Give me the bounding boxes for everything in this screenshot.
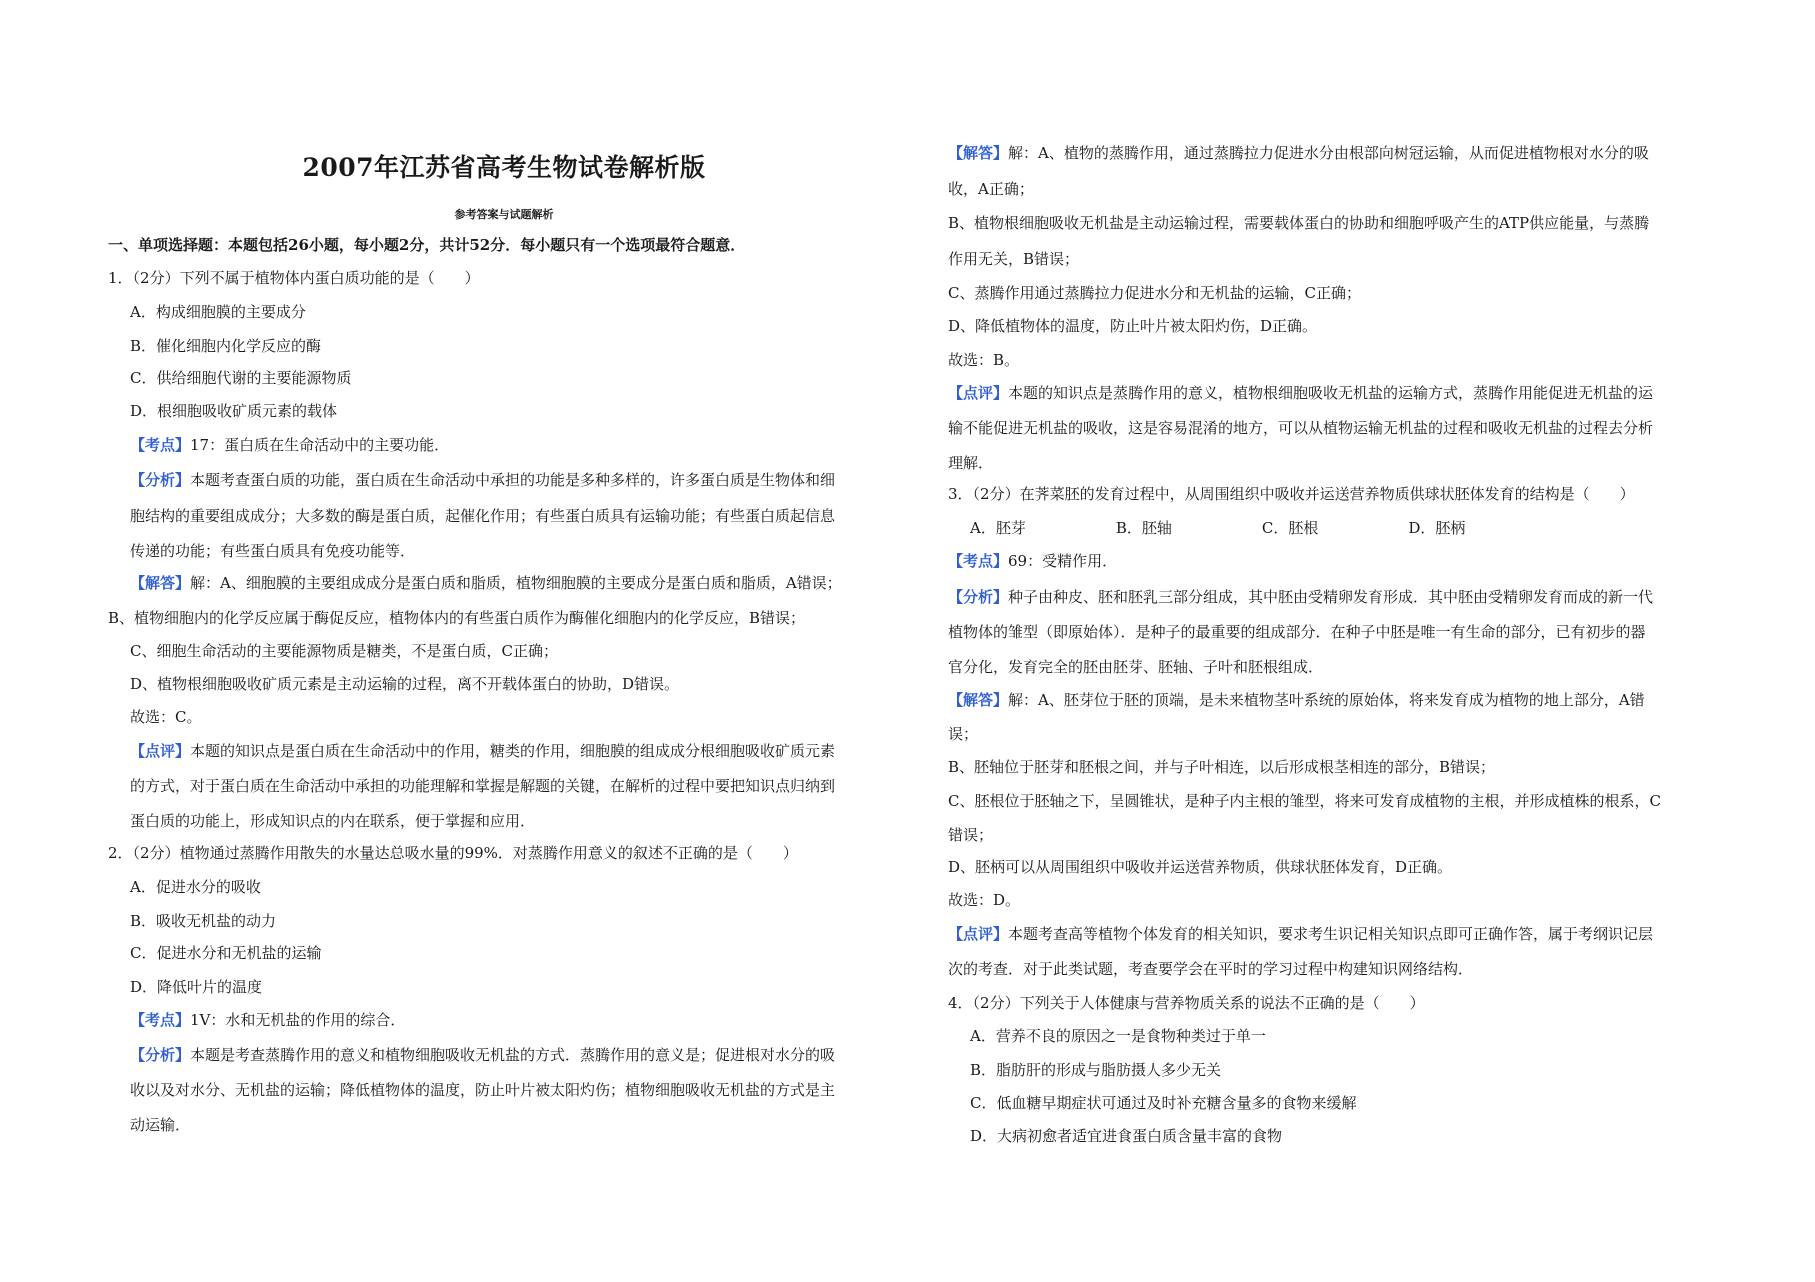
right-line: [948, 249, 1079, 269]
left-line: [130, 470, 835, 490]
line-text: D．大病初愈者适宜进食蛋白质含量丰富的食物: [970, 1127, 1283, 1145]
left-line: [130, 877, 261, 897]
annotation-tag: 【考点】: [130, 1011, 191, 1029]
left-line: [130, 1115, 190, 1135]
line-text: 17：蛋白质在生命活动中的主要功能．: [190, 436, 450, 454]
annotation-tag: 【解答】: [948, 144, 1009, 162]
line-text: 错误；: [948, 826, 994, 844]
line-text: 动运输．: [130, 1116, 191, 1134]
right-line: [948, 724, 978, 744]
line-text: 本题的知识点是蒸腾作用的意义，植物根细胞吸收无机盐的运输方式，蒸腾作用能促进无机盐的运: [1008, 384, 1654, 402]
line-text: A．促进水分的吸收: [130, 878, 261, 896]
left-line: [130, 674, 679, 694]
page-subtitle: 参考答案与试题解析: [454, 208, 554, 221]
line-text: 收以及对水分、无机盐的运输；降低植物体的温度，防止叶片被太阳灼伤；植物细胞吸收无机盐的方式是主: [130, 1081, 836, 1099]
right-line: [970, 1093, 1356, 1113]
annotation-tag: 【分析】: [130, 471, 191, 489]
left-line: [108, 268, 480, 288]
annotation-tag: 【分析】: [130, 1046, 191, 1064]
line-text: 本题的知识点是蛋白质在生命活动中的作用，糖类的作用，细胞膜的组成成分根细胞吸收矿质元素: [190, 742, 836, 760]
right-line: [970, 1126, 1282, 1146]
left-line: [130, 741, 835, 761]
annotation-tag: 【考点】: [948, 552, 1009, 570]
line-text: 种子由种皮、胚和胚乳三部分组成，其中胚由受精卵发育形成．其中胚由受精卵发育而成的新一代: [1008, 588, 1654, 606]
line-text: 故选：D。: [948, 891, 1021, 909]
right-line: [948, 350, 1019, 370]
line-text: 植物体的雏型（即原始体）．是种子的最重要的组成部分．在种子中胚是唯一有生命的部分，已有初步的器: [948, 623, 1646, 641]
right-line: [948, 587, 1653, 607]
line-text: C．供给细胞代谢的主要能源物质: [130, 369, 352, 387]
line-text: 故选：B。: [948, 351, 1020, 369]
right-line: [948, 213, 1649, 233]
line-text: 1V：水和无机盐的作用的综合．: [190, 1011, 406, 1029]
line-text: 解：A、胚芽位于胚的顶端，是未来植物茎叶系统的原始体，将来发育成为植物的地上部分，A错: [1008, 691, 1645, 709]
right-line: [948, 551, 1117, 571]
line-text: 2．（2分）植物通过蒸腾作用散失的水量达总吸水量的99%．对蒸腾作用意义的叙述不正确的是（ ）: [108, 844, 798, 862]
left-line: [130, 1045, 835, 1065]
line-text: 解：A、植物的蒸腾作用，通过蒸腾拉力促进水分由根部向树冠运输，从而促进植物根对水分的吸: [1008, 144, 1649, 162]
right-line: [948, 993, 1425, 1013]
line-text: 本题考查蛋白质的功能，蛋白质在生命活动中承担的功能是多种多样的，许多蛋白质是生物体和细: [190, 471, 836, 489]
annotation-tag: 【点评】: [948, 925, 1009, 943]
page-title: 2007年江苏省高考生物试卷解析版: [302, 153, 706, 182]
line-text: A．营养不良的原因之一是食物种类过于单一: [970, 1027, 1266, 1045]
right-line: [948, 690, 1645, 710]
line-text: B．吸收无机盐的动力: [130, 912, 277, 930]
line-text: 收，A正确；: [948, 180, 1034, 198]
line-text: B．催化细胞内化学反应的酶: [130, 337, 322, 355]
right-line: [948, 179, 1034, 199]
left-line: [130, 1010, 405, 1030]
right-line: [948, 657, 1323, 677]
line-text: 理解．: [948, 454, 994, 472]
left-line: [130, 1080, 835, 1100]
line-text: C．促进水分和无机盐的运输: [130, 944, 322, 962]
line-text: 输不能促进无机盐的吸收，这是容易混淆的地方，可以从植物运输无机盐的过程和吸收无机盐的过程去分析: [948, 419, 1654, 437]
right-line: [970, 1026, 1266, 1046]
line-text: 解：A、细胞膜的主要组成成分是蛋白质和脂质，植物细胞膜的主要成分是蛋白质和脂质，A错误；: [190, 574, 842, 592]
line-text: B、植物细胞内的化学反应属于酶促反应，植物体内的有些蛋白质作为酶催化细胞内的化学反应，B错误；: [108, 609, 806, 627]
line-text: C、胚根位于胚轴之下，呈圆锥状，是种子内主根的雏型，将来可发育成植物的主根，并形成植株的根系，C: [948, 792, 1661, 810]
left-line: [130, 641, 558, 661]
right-line: [948, 791, 1661, 811]
right-line: [970, 1060, 1221, 1080]
right-line: [948, 418, 1653, 438]
line-text: 故选：C。: [130, 708, 202, 726]
right-line: [948, 825, 993, 845]
line-text: A．构成细胞膜的主要成分: [130, 303, 306, 321]
line-text: C、细胞生命活动的主要能源物质是糖类，不是蛋白质，C正确；: [130, 642, 558, 660]
left-line: [130, 943, 321, 963]
left-line: [108, 843, 798, 863]
right-line: [948, 283, 1361, 303]
right-line: [970, 518, 1465, 538]
line-text: 传递的功能；有些蛋白质具有免疫功能等．: [130, 542, 416, 560]
line-text: 的方式，对于蛋白质在生命活动中承担的功能理解和掌握是解题的关键，在解析的过程中要把知识点归纳到: [130, 777, 836, 795]
left-line: [130, 573, 842, 593]
left-line: [108, 608, 805, 628]
left-line: [130, 977, 262, 997]
right-line: [948, 383, 1653, 403]
line-text: 胞结构的重要组成成分；大多数的酶是蛋白质，起催化作用；有些蛋白质具有运输功能；有些蛋白质起信息: [130, 507, 836, 525]
annotation-tag: 【点评】: [948, 384, 1009, 402]
line-text: 69：受精作用．: [1008, 552, 1118, 570]
line-text: D．根细胞吸收矿质元素的载体: [130, 402, 338, 420]
right-line: [948, 622, 1646, 642]
left-line: [130, 707, 201, 727]
right-line: [948, 453, 993, 473]
line-text: C、蒸腾作用通过蒸腾拉力促进水分和无机盐的运输，C正确；: [948, 284, 1361, 302]
left-line: [130, 302, 306, 322]
line-text: 4．（2分）下列关于人体健康与营养物质关系的说法不正确的是（ ）: [948, 994, 1425, 1012]
line-text: B、胚轴位于胚芽和胚根之间，并与子叶相连，以后形成根茎相连的部分，B错误；: [948, 758, 1496, 776]
line-text: D、植物根细胞吸收矿质元素是主动运输的过程，离不开载体蛋白的协助，D错误。: [130, 675, 680, 693]
right-line: [948, 857, 1452, 877]
left-line: [130, 435, 449, 455]
right-line: [948, 484, 1635, 504]
line-text: 本题是考查蒸腾作用的意义和植物细胞吸收无机盐的方式．蒸腾作用的意义是；促进根对水分的吸: [190, 1046, 836, 1064]
line-text: B．脂肪肝的形成与脂肪摄人多少无关: [970, 1061, 1222, 1079]
left-line: [130, 336, 321, 356]
left-line: [130, 506, 835, 526]
left-line: [130, 401, 337, 421]
line-text: D、胚柄可以从周围组织中吸收并运送营养物质，供球状胚体发育，D正确。: [948, 858, 1453, 876]
line-text: D．降低叶片的温度: [130, 978, 263, 996]
right-line: [948, 959, 1473, 979]
right-line: [948, 143, 1649, 163]
left-line: [130, 811, 535, 831]
left-line: [130, 776, 835, 796]
annotation-tag: 【考点】: [130, 436, 191, 454]
annotation-tag: 【解答】: [130, 574, 191, 592]
annotation-tag: 【分析】: [948, 588, 1009, 606]
line-text: C．低血糖早期症状可通过及时补充糖含量多的食物来缓解: [970, 1094, 1357, 1112]
line-text: 蛋白质的功能上，形成知识点的内在联系，便于掌握和应用．: [130, 812, 536, 830]
right-line: [948, 316, 1317, 336]
right-line: [948, 924, 1653, 944]
left-line: [130, 911, 276, 931]
line-text: 3．（2分）在荠菜胚的发育过程中，从周围组织中吸收并运送营养物质供球状胚体发育的结构是（ ）: [948, 485, 1635, 503]
line-text: 官分化，发育完全的胚由胚芽、胚轴、子叶和胚根组成．: [948, 658, 1324, 676]
line-text: 本题考查高等植物个体发育的相关知识，要求考生识记相关知识点即可正确作答，属于考纲识记层: [1008, 925, 1654, 943]
annotation-tag: 【点评】: [130, 742, 191, 760]
line-text: 误；: [948, 725, 979, 743]
line-text: 次的考查．对于此类试题，考查要学会在平时的学习过程中构建知识网络结构．: [948, 960, 1474, 978]
left-line: [130, 541, 415, 561]
left-line: [130, 368, 351, 388]
line-text: B、植物根细胞吸收无机盐是主动运输过程，需要载体蛋白的协助和细胞呼吸产生的ATP供应能量，与蒸腾: [948, 214, 1650, 232]
section-heading: 一、单项选择题：本题包括26小题，每小题2分，共计52分．每小题只有一个选项最符合题意．: [108, 236, 746, 254]
line-text: 1．（2分）下列不属于植物体内蛋白质功能的是（ ）: [108, 269, 480, 287]
right-line: [948, 890, 1020, 910]
line-text: A．胚芽 B．胚轴 C．胚根 D．胚柄: [970, 519, 1466, 537]
line-text: D、降低植物体的温度，防止叶片被太阳灼伤，D正确。: [948, 317, 1318, 335]
right-line: [948, 757, 1495, 777]
line-text: 作用无关，B错误；: [948, 250, 1080, 268]
annotation-tag: 【解答】: [948, 691, 1009, 709]
